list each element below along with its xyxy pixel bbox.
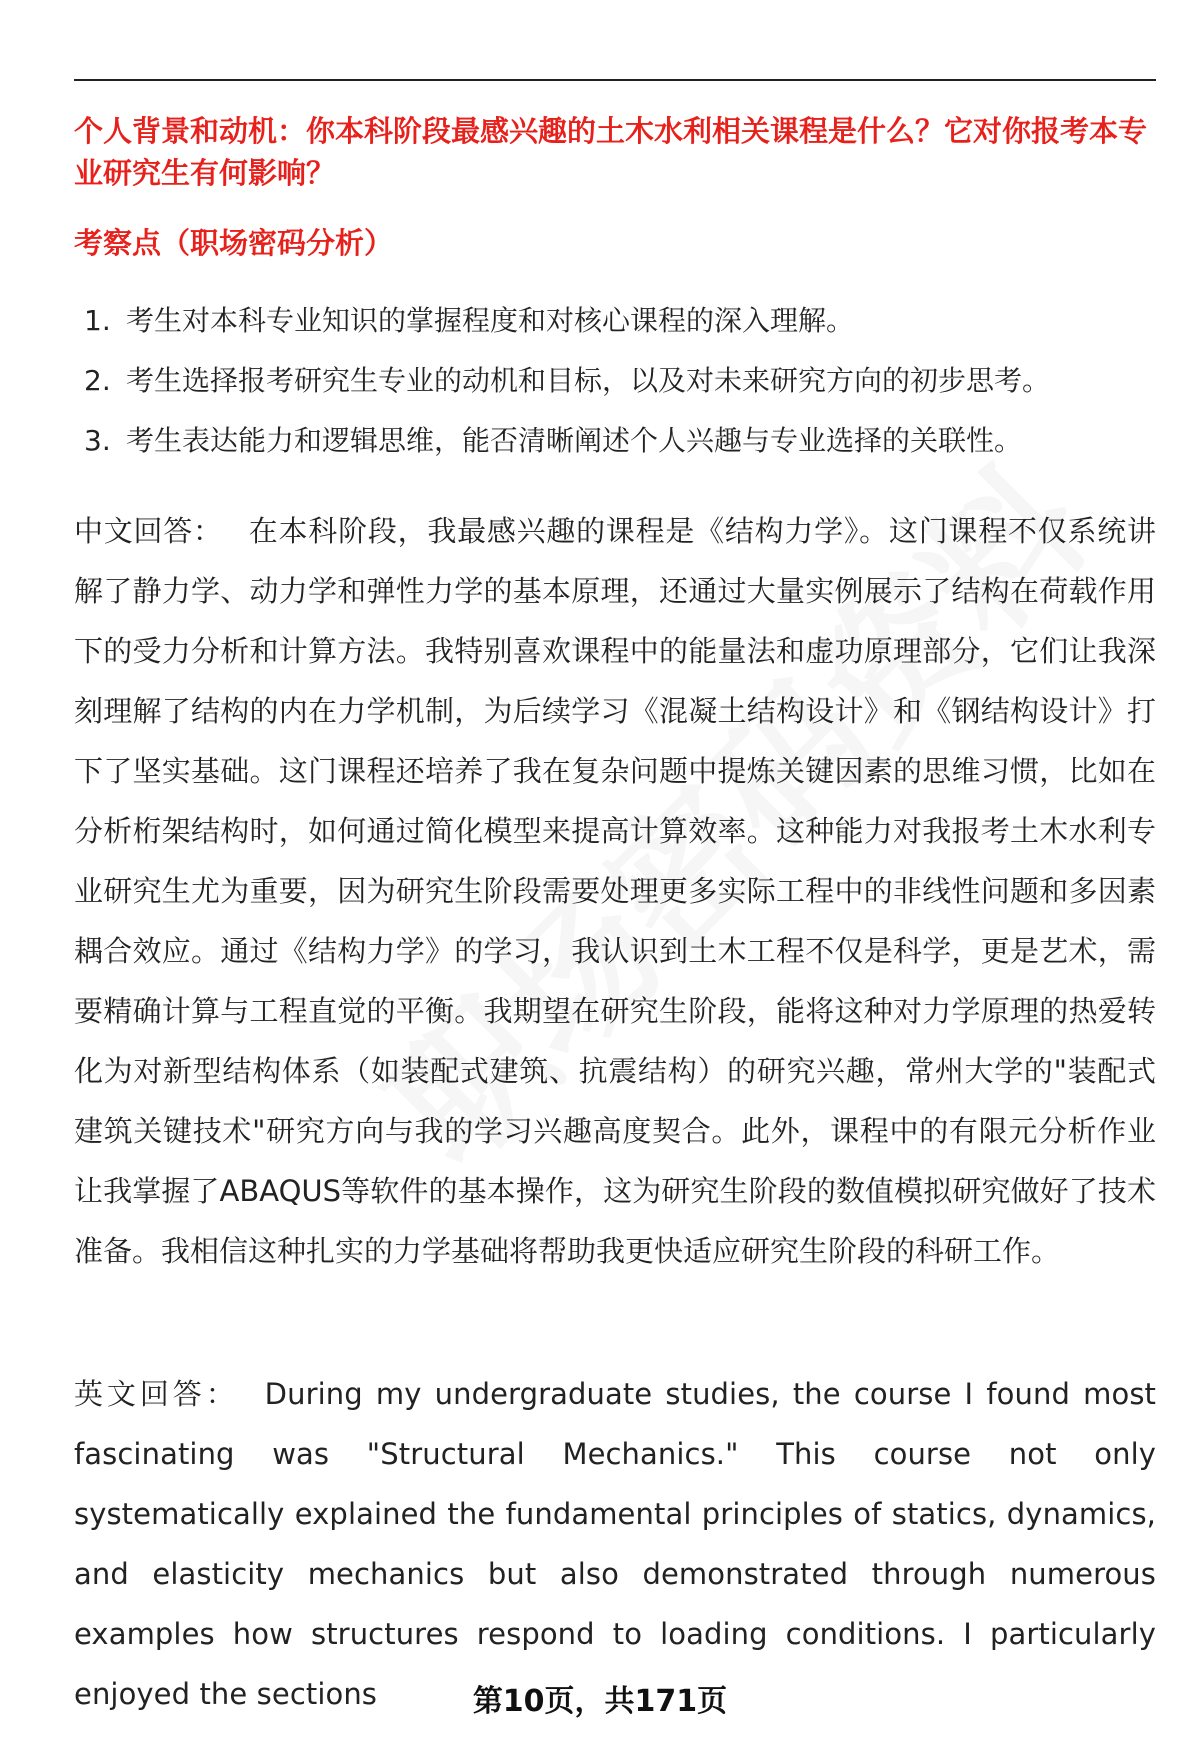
chinese-answer-paragraph: [74, 501, 1156, 1281]
chinese-answer-label: 中文回答：: [74, 514, 223, 548]
list-item-number: 3.: [84, 424, 111, 457]
exam-points-list: [84, 300, 1154, 480]
list-item: [84, 420, 1154, 480]
list-item-text: 考生选择报考研究生专业的动机和目标，以及对未来研究方向的初步思考。: [126, 364, 1051, 397]
list-item-text: 考生表达能力和逻辑思维，能否清晰阐述个人兴趣与专业选择的关联性。: [126, 424, 1023, 457]
english-answer-label: 英文回答：: [74, 1377, 239, 1411]
english-answer-text: During my undergraduate studies, the course I found most fascinating was "Structural Mechanics." This course not only systematically explained the fundamental principles of statics, dynamics, and elasticity mechanics but also demonstrated through numerous examples how structures respond to loading conditions. I particularly enjoyed the sections: [74, 1377, 1156, 1711]
list-item-text: 考生对本科专业知识的掌握程度和对核心课程的深入理解。: [126, 304, 855, 337]
english-answer-paragraph: [74, 1364, 1156, 1724]
list-item-number: 1.: [84, 304, 111, 337]
question-heading: 个人背景和动机：你本科阶段最感兴趣的土木水利相关课程是什么？它对你报考本专业研究生有何影响？: [74, 114, 1148, 190]
list-item: [84, 300, 1154, 360]
chinese-answer-text: 在本科阶段，我最感兴趣的课程是《结构力学》。这门课程不仅系统讲解了静力学、动力学和弹性力学的基本原理，还通过大量实例展示了结构在荷载作用下的受力分析和计算方法。我特别喜欢课程中的能量法和虚功原理部分，它们让我深刻理解了结构的内在力学机制，为后续学习《混凝土结构设计》和《钢结构设计》打下了坚实基础。这门课程还培养了我在复杂问题中提炼关键因素的思维习惯，比如在分析桁架结构时，如何通过简化模型来提高计算效率。这种能力对我报考土木水利专业研究生尤为重要，因为研究生阶段需要处理更多实际工程中的非线性问题和多因素耦合效应。通过《结构力学》的学习，我认识到土木工程不仅是科学，更是艺术，需要精确计算与工程直觉的平衡。我期望在研究生阶段，能将这种对力学原理的热爱转化为对新型结构体系（如装配式建筑、抗震结构）的研究兴趣，常州大学的"装配式建筑关键技术"研究方向与我的学习兴趣高度契合。此外，课程中的有限元分析作业让我掌握了ABAQUS等软件的基本操作，这为研究生阶段的数值模拟研究做好了技术准备。我相信这种扎实的力学基础将帮助我更快适应研究生阶段的科研工作。: [74, 514, 1156, 1268]
section-title: 考察点（职场密码分析）: [74, 226, 394, 260]
list-item-number: 2.: [84, 364, 111, 397]
page-number-footer: 第10页，共171页: [472, 1684, 728, 1719]
top-divider: [74, 79, 1156, 81]
list-item: [84, 360, 1154, 420]
